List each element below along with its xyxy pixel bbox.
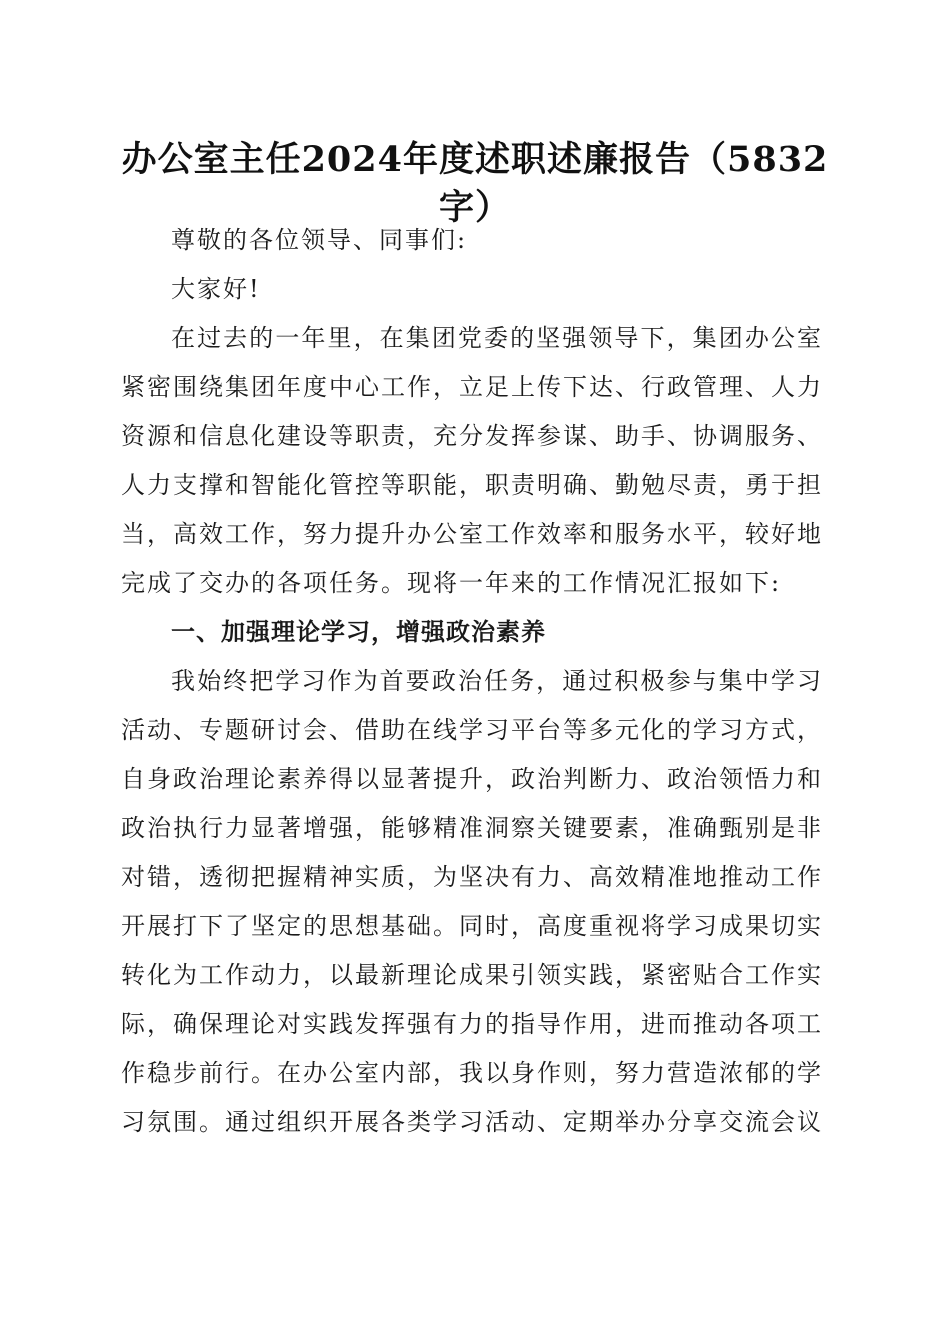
section-paragraph: 我始终把学习作为首要政治任务，通过积极参与集中学习活动、专题研讨会、借助在线学习平台等多元化的学习方式，自身政治理论素养得以显著提升，政治判断力、政治领悟力和政治执行力显著增强，能够精准洞察关键要素，准确甄别是非对错，透彻把握精神实质，为坚决有力、高效精准地推动工作开展打下了坚定的思想基础。同时，高度重视将学习成果切实转化为工作动力，以最新理论成果引领实践，紧密贴合工作实际，确保理论对实践发挥强有力的指导作用，进而推动各项工作稳步前行。在办公室内部，我以身作则，努力营造浓郁的学习氛围。通过组织开展各类学习活动、定期举办分享交流会议: [121, 667, 823, 1136]
intro-paragraph: 在过去的一年里，在集团党委的坚强领导下，集团办公室紧密围绕集团年度中心工作，立足上传下达、行政管理、人力资源和信息化建设等职责，充分发挥参谋、助手、协调服务、人力支撑和智能化管控等职能，职责明确、勤勉尽责，勇于担当，高效工作，努力提升办公室工作效率和服务水平，较好地完成了交办的各项任务。现将一年来的工作情况汇报如下:: [121, 324, 823, 597]
document-title: 办公室主任2024年度述职述廉报告（5832字）: [121, 139, 829, 228]
salutation: 尊敬的各位领导、同事们:: [171, 226, 468, 254]
document-body: [121, 216, 823, 1147]
greeting: 大家好!: [171, 275, 261, 303]
section-heading: 一、加强理论学习，增强政治素养: [171, 618, 546, 646]
